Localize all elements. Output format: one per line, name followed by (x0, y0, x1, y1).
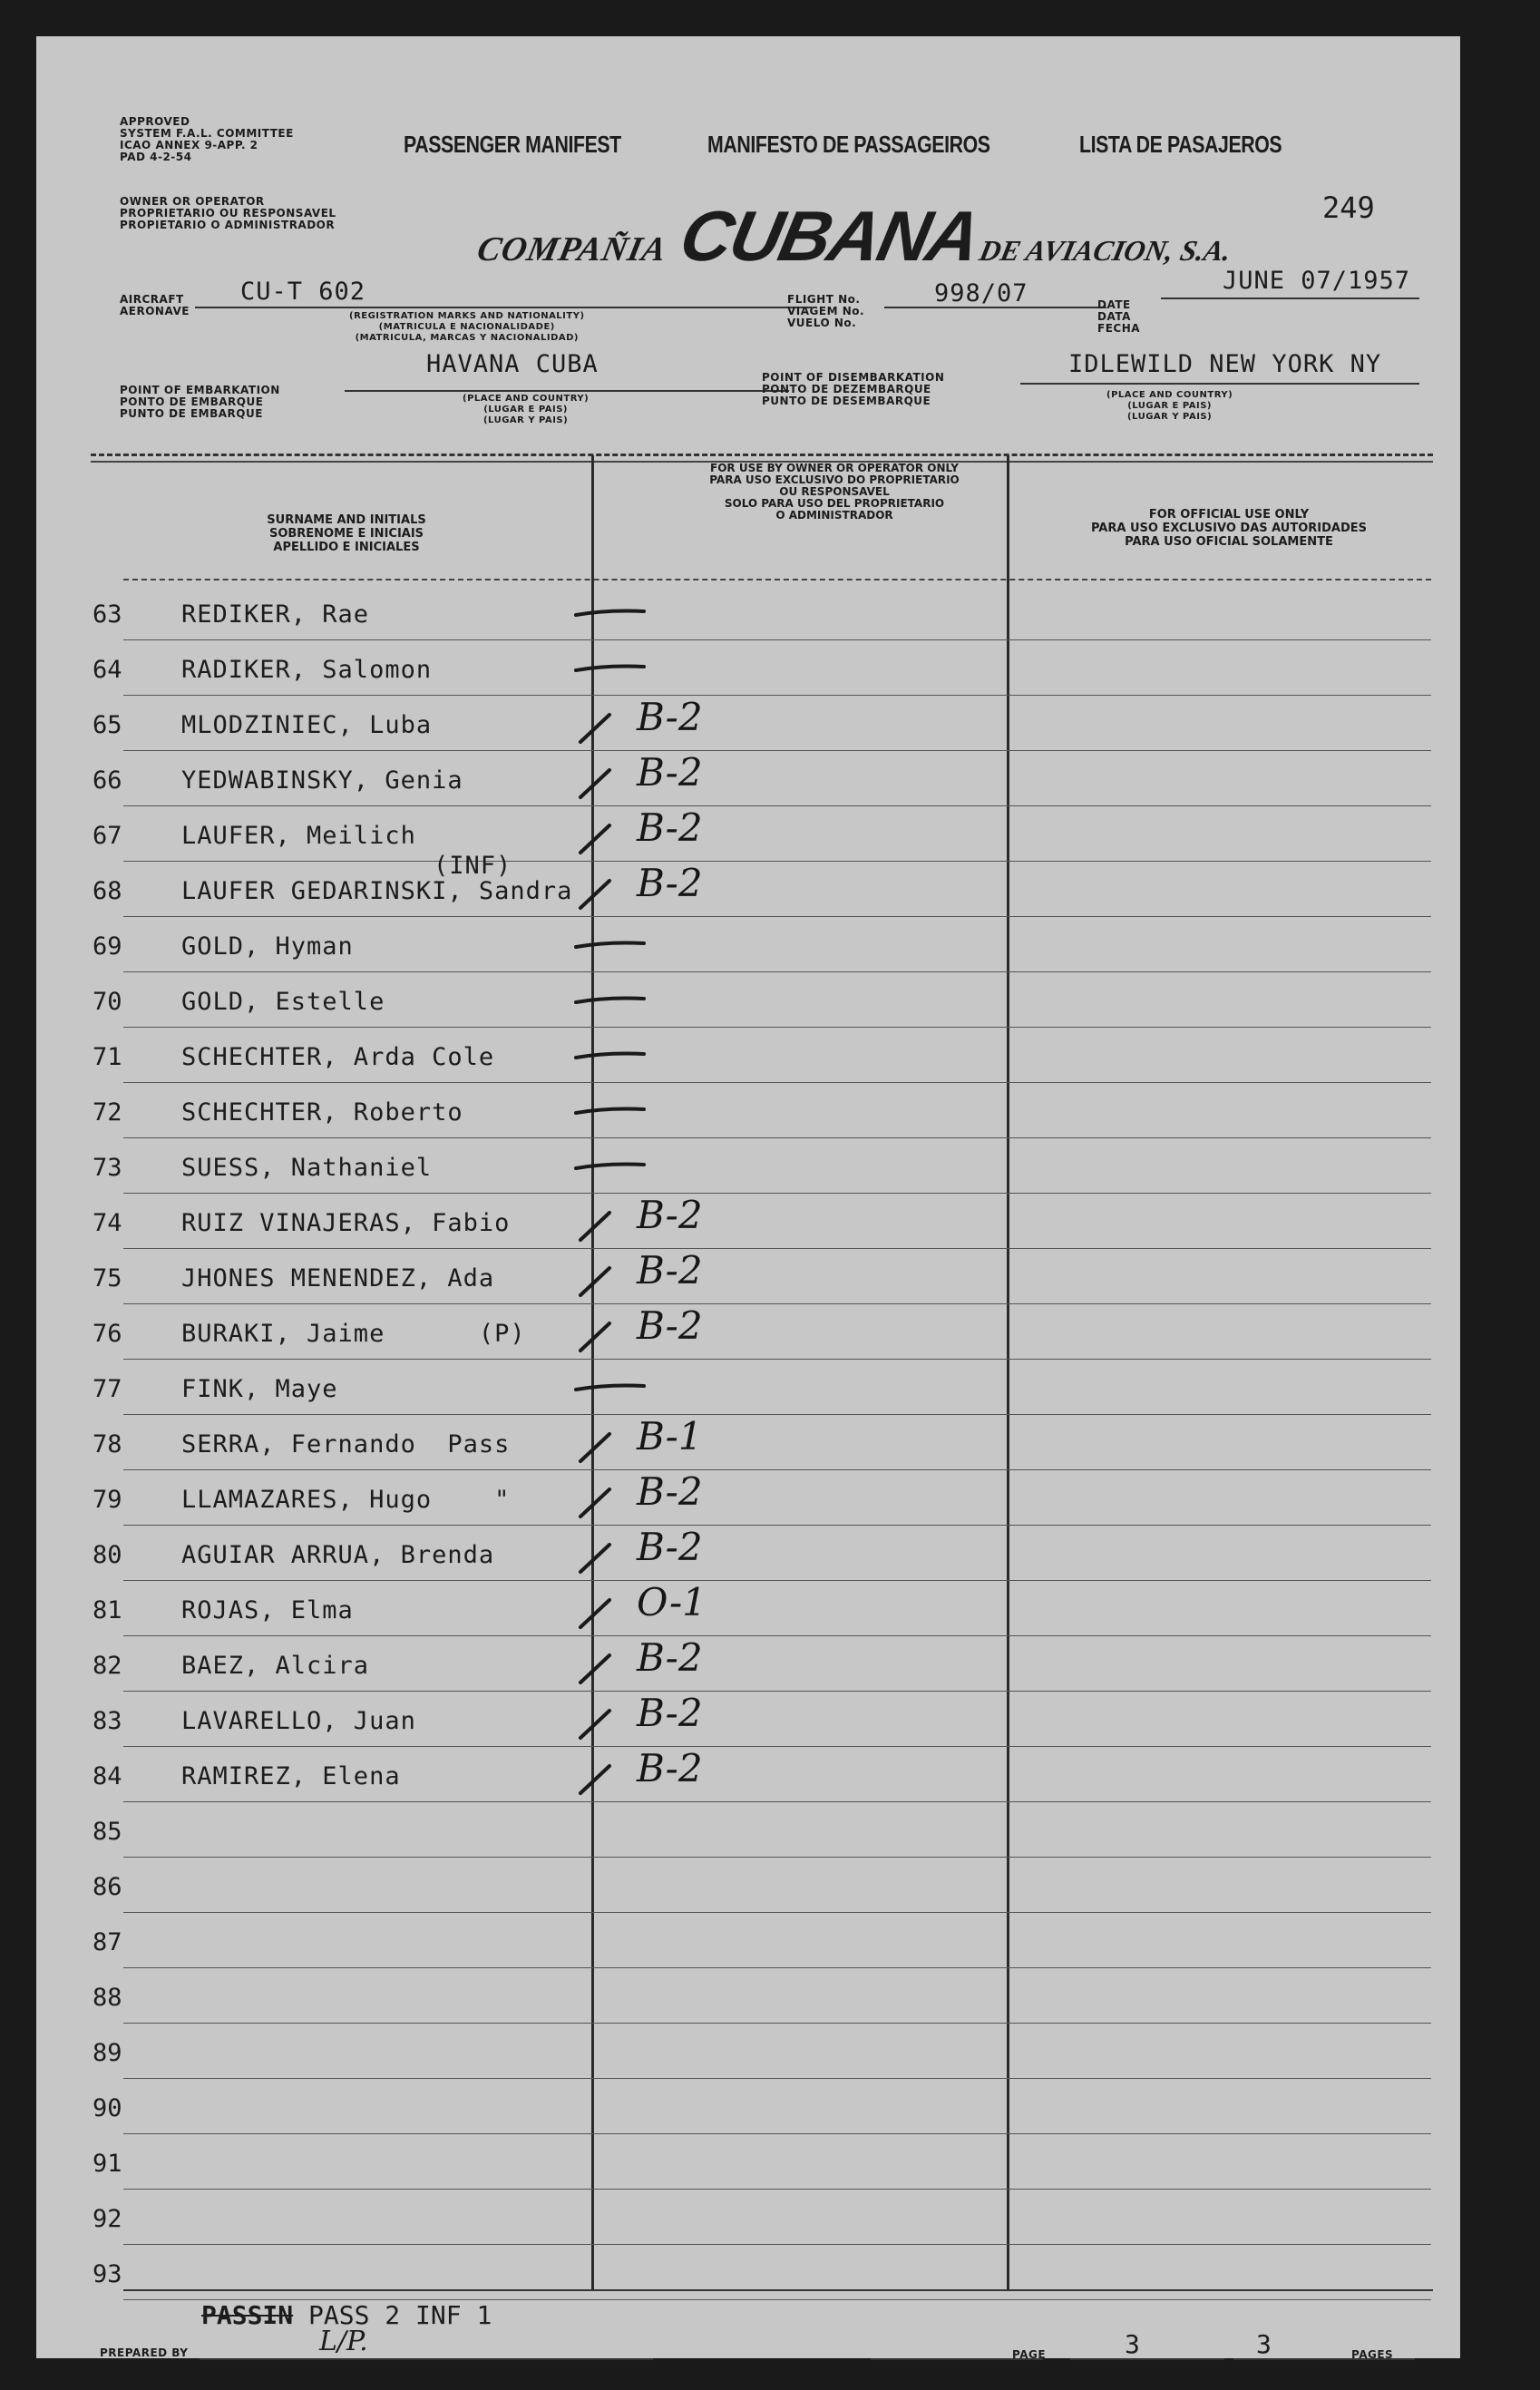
row-rule (123, 2133, 1431, 2134)
owner-label (120, 196, 336, 231)
title-lista: LISTA DE PASAJEROS (1079, 131, 1282, 158)
passenger-name: BURAKI, Jaime (P) (181, 1320, 526, 1348)
row-rule (123, 1137, 1431, 1138)
row-rule (123, 1359, 1431, 1360)
column-divider-2 (1007, 455, 1009, 2289)
row-rule (123, 861, 1431, 862)
column-owner-line: OU RESPONSAVEL (779, 485, 890, 498)
column-owner-line: PARA USO EXCLUSIVO DO PROPRIETARIO (709, 473, 960, 486)
row-rule (123, 1082, 1431, 1083)
row-number: 73 (93, 1154, 122, 1182)
page-underline-2 (1070, 2358, 1224, 2360)
place-note: (LUGAR E PAIS) (1127, 401, 1212, 411)
row-number: 93 (93, 2260, 122, 2288)
disembark-label-line: PONTO DE DEZEMBARQUE (762, 383, 931, 395)
row-rule (123, 1635, 1431, 1636)
row-number: 88 (93, 1984, 122, 2012)
row-number: 75 (93, 1264, 122, 1293)
totals-value: PASS 2 INF 1 (308, 2300, 492, 2330)
row-number: 69 (93, 932, 122, 961)
row-number: 85 (93, 1818, 122, 1846)
prepared-label: PREPARED BY (100, 2346, 189, 2359)
row-rule (123, 1580, 1431, 1581)
embark-label (120, 385, 280, 420)
approval-line: SYSTEM F.A.L. COMMITTEE (120, 127, 294, 140)
column-owner-line: SOLO PARA USO DEL PROPRIETARIO (724, 497, 945, 510)
passenger-name: LAUFER GEDARINSKI, Sandra (181, 877, 573, 905)
airline-name: CUBANA (673, 196, 987, 276)
embark-underline (345, 390, 789, 392)
flight-underline (884, 307, 1106, 308)
passenger-name: GOLD, Estelle (181, 988, 385, 1016)
passenger-name: SCHECHTER, Roberto (181, 1098, 463, 1127)
check-mark (553, 1034, 653, 1079)
row-number: 80 (93, 1541, 122, 1569)
place-note: (LUGAR Y PAIS) (1126, 412, 1213, 422)
row-rule (123, 1691, 1431, 1692)
disembark-label-line: POINT OF DISEMBARKATION (762, 371, 945, 384)
row-rule (123, 1857, 1431, 1858)
row-number: 81 (93, 1596, 122, 1624)
embark-place-notes (463, 394, 589, 426)
row-rule (123, 805, 1431, 806)
visa-mark: B-2 (637, 861, 703, 905)
flight-label (787, 294, 864, 329)
passenger-name: AGUIAR ARRUA, Brenda (181, 1541, 495, 1569)
row-number: 63 (93, 600, 122, 629)
passenger-name: REDIKER, Rae (181, 600, 370, 629)
row-number: 72 (93, 1098, 122, 1127)
header-bottom-rule (123, 579, 1431, 580)
row-number: 76 (93, 1320, 122, 1348)
column-names-line: APELLIDO E INICIALES (273, 541, 420, 554)
row-rule (123, 1469, 1431, 1470)
approval-line: APPROVED (120, 115, 190, 128)
date-value: JUNE 07/1957 (1223, 267, 1411, 295)
flight-label-line: FLIGHT No. (787, 293, 861, 306)
row-number: 66 (93, 766, 122, 795)
passenger-name: RADIKER, Salomon (181, 656, 433, 684)
row-number: 84 (93, 1762, 122, 1790)
check-mark (553, 1145, 653, 1190)
column-official-line: FOR OFFICIAL USE ONLY (1148, 508, 1310, 522)
title-passenger-manifest: PASSENGER MANIFEST (404, 131, 621, 158)
aircraft-note: (MATRICULA, MARCAS Y NACIONALIDAD) (355, 333, 579, 343)
visa-mark: B-2 (637, 695, 703, 739)
aircraft-value: CU-T 602 (240, 278, 366, 306)
column-owner-line: FOR USE BY OWNER OR OPERATOR ONLY (710, 462, 959, 474)
footer-rule (123, 2289, 1433, 2291)
visa-mark: B-2 (637, 1746, 703, 1790)
passenger-name: GOLD, Hyman (181, 932, 354, 961)
passenger-name: SERRA, Fernando Pass (181, 1430, 511, 1458)
passenger-name: BAEZ, Alcira (181, 1652, 370, 1680)
visa-mark: B-2 (637, 1248, 703, 1293)
check-mark (553, 1366, 653, 1411)
row-number: 67 (93, 822, 122, 850)
disembark-place-notes (1106, 390, 1233, 423)
column-owner-header (635, 463, 1034, 522)
column-names-header (229, 513, 464, 554)
prepared-underline (200, 2358, 653, 2360)
row-rule (123, 1912, 1431, 1913)
disembark-underline (1020, 383, 1419, 385)
disembark-value: IDLEWILD NEW YORK NY (1068, 350, 1382, 378)
approval-block (120, 116, 294, 163)
row-number: 82 (93, 1652, 122, 1680)
passenger-name: FINK, Maye (181, 1375, 338, 1403)
page-value: 3 (1125, 2329, 1140, 2359)
passenger-name: RUIZ VINAJERAS, Fabio (181, 1209, 511, 1237)
row-number: 71 (93, 1043, 122, 1071)
pages-label: PAGES (1351, 2348, 1394, 2361)
flight-value: 998/07 (934, 279, 1028, 307)
row-rule (123, 2023, 1431, 2024)
flight-label-line: VUELO No. (787, 317, 857, 329)
row-rule (123, 971, 1431, 972)
row-number: 89 (93, 2039, 122, 2067)
passenger-note: (INF) (434, 852, 512, 880)
aircraft-note: (MATRICULA E NACIONALIDADE) (378, 322, 555, 332)
place-note: (PLACE AND COUNTRY) (463, 394, 590, 404)
page-label: PAGE (1012, 2348, 1047, 2361)
row-rule (123, 2244, 1431, 2245)
owner-label-line: PROPIETARIO O ADMINISTRADOR (120, 219, 336, 231)
row-rule (123, 695, 1431, 696)
visa-mark: B-2 (637, 1193, 703, 1237)
aircraft-label-line: AERONAVE (120, 305, 190, 317)
passenger-name: MLODZINIEC, Luba (181, 711, 433, 739)
place-note: (LUGAR Y PAIS) (482, 415, 569, 425)
airline-suffix: DE AVIACION, S.A. (976, 234, 1234, 267)
row-rule (123, 1967, 1431, 1968)
embark-value: HAVANA CUBA (426, 350, 599, 378)
place-note: (LUGAR E PAIS) (483, 405, 568, 415)
row-rule (123, 1746, 1431, 1747)
check-mark (553, 979, 653, 1024)
airline-logo (472, 195, 1243, 278)
visa-mark: O-1 (637, 1580, 707, 1624)
column-names-line: SURNAME AND INITIALS (267, 513, 426, 527)
row-rule (123, 2078, 1431, 2079)
passenger-name: SCHECHTER, Arda Cole (181, 1043, 495, 1071)
check-mark (553, 591, 653, 637)
title-manifesto: MANIFESTO DE PASSAGEIROS (707, 131, 990, 158)
visa-mark: B-2 (637, 1691, 703, 1735)
of-value: 3 (1256, 2329, 1272, 2359)
check-mark (553, 1089, 653, 1135)
column-names-line: SOBRENOME E INICIAIS (268, 527, 424, 541)
row-number: 86 (93, 1873, 122, 1901)
disembark-label (762, 372, 944, 407)
visa-mark: B-2 (637, 1525, 703, 1569)
page-stamp: 249 (1322, 190, 1375, 225)
check-mark (553, 923, 653, 969)
column-official-line: PARA USO EXCLUSIVO DAS AUTORIDADES (1090, 522, 1368, 535)
row-number: 90 (93, 2094, 122, 2122)
embark-label-line: PONTO DE EMBARQUE (120, 395, 264, 408)
aircraft-label (120, 294, 190, 317)
disembark-label-line: PUNTO DE DESEMBARQUE (762, 395, 931, 407)
row-rule (123, 1414, 1431, 1415)
row-number: 65 (93, 711, 122, 739)
owner-label-line: PROPRIETARIO OU RESPONSAVEL (120, 207, 336, 219)
row-number: 83 (93, 1707, 122, 1735)
place-note: (PLACE AND COUNTRY) (1106, 390, 1233, 400)
visa-mark: B-2 (637, 1635, 703, 1680)
aircraft-underline (195, 307, 812, 308)
approval-line: ICAO ANNEX 9-APP. 2 (120, 139, 258, 151)
aircraft-notes (349, 311, 585, 344)
airline-prefix: COMPAÑIA (473, 230, 671, 268)
row-rule (123, 750, 1431, 751)
visa-mark: B-2 (637, 750, 703, 795)
check-mark (553, 647, 653, 692)
row-number: 68 (93, 877, 122, 905)
row-number: 79 (93, 1486, 122, 1514)
row-number: 74 (93, 1209, 122, 1237)
row-number: 78 (93, 1430, 122, 1458)
manifest-sheet (36, 36, 1460, 2361)
passenger-name: SUESS, Nathaniel (181, 1154, 433, 1182)
aircraft-note: (REGISTRATION MARKS AND NATIONALITY) (349, 311, 585, 321)
prepared-value: L/P. (319, 2326, 368, 2357)
passenger-name: ROJAS, Elma (181, 1596, 354, 1624)
row-number: 70 (93, 988, 122, 1016)
row-rule (123, 1027, 1431, 1028)
row-rule (123, 1248, 1431, 1249)
row-number: 92 (93, 2205, 122, 2233)
row-number: 87 (93, 1928, 122, 1956)
row-number: 64 (93, 656, 122, 684)
visa-mark: B-2 (637, 1469, 703, 1514)
owner-label-line: OWNER OR OPERATOR (120, 195, 265, 208)
passenger-name: JHONES MENENDEZ, Ada (181, 1264, 495, 1293)
date-label-line: FECHA (1097, 322, 1141, 335)
row-rule (123, 639, 1431, 640)
visa-mark: B-2 (637, 805, 703, 850)
embark-label-line: PUNTO DE EMBARQUE (120, 407, 263, 420)
date-underline (1161, 298, 1419, 299)
passenger-name: YEDWABINSKY, Genia (181, 766, 463, 795)
row-rule (123, 1801, 1431, 1802)
column-owner-line: O ADMINISTRADOR (775, 509, 893, 522)
row-number: 77 (93, 1375, 122, 1403)
row-rule (123, 2189, 1431, 2190)
passenger-name: RAMIREZ, Elena (181, 1762, 401, 1790)
approval-line: PAD 4-2-54 (120, 151, 192, 163)
aircraft-label-line: AIRCRAFT (120, 293, 184, 306)
row-rule (123, 1525, 1431, 1526)
date-label (1097, 299, 1140, 335)
embark-label-line: POINT OF EMBARKATION (120, 384, 280, 396)
row-rule (123, 1193, 1431, 1194)
totals-struck: PASSIN (201, 2300, 294, 2330)
visa-mark: B-2 (637, 1303, 703, 1348)
row-number: 91 (93, 2150, 122, 2178)
date-label-line: DATE (1097, 298, 1131, 311)
row-rule (123, 916, 1431, 917)
header-top-rule (91, 454, 1433, 456)
column-official-line: PARA USO OFICIAL SOLAMENTE (1125, 535, 1333, 549)
passenger-name: LAUFER, Meilich (181, 822, 416, 850)
column-official-header (1048, 508, 1410, 549)
date-label-line: DATA (1097, 310, 1131, 323)
flight-label-line: VIAGEM No. (787, 305, 865, 317)
visa-mark: B-1 (637, 1414, 703, 1458)
row-rule (123, 1303, 1431, 1304)
passenger-name: LLAMAZARES, Hugo " (181, 1486, 511, 1514)
passenger-name: LAVARELLO, Juan (181, 1707, 416, 1735)
